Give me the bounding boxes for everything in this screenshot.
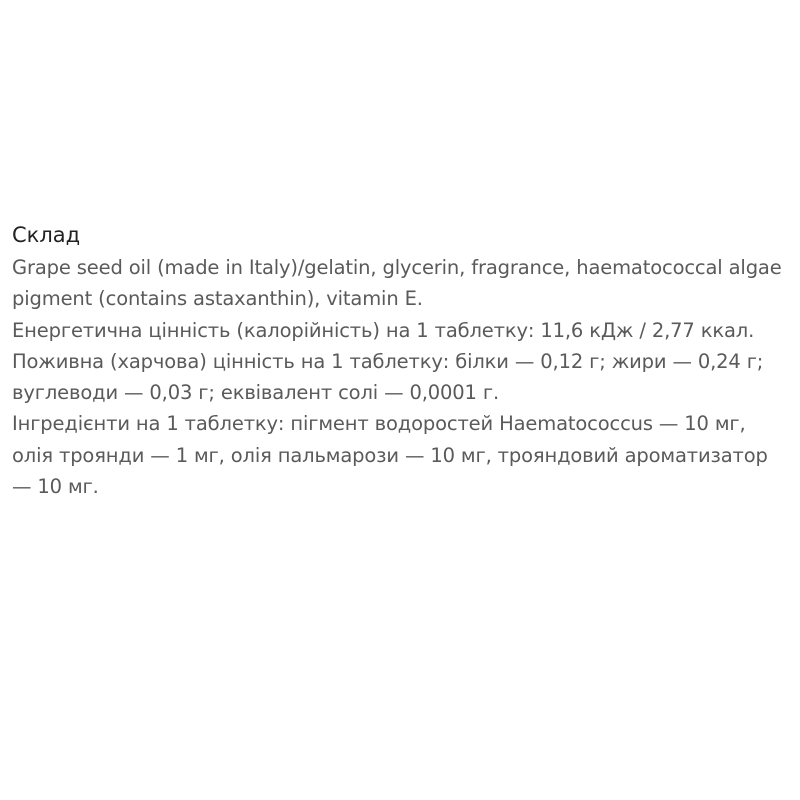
composition-body bbox=[12, 252, 788, 502]
ingredients-english: Grape seed oil (made in Italy)/gelatin, glycerin, fragrance, haematococcal algae pigment (contains astaxanthin), vitamin E. bbox=[12, 256, 782, 311]
composition-heading: Склад bbox=[12, 223, 81, 247]
ingredients-per-tablet: Інгредієнти на 1 таблетку: пігмент водоростей Haematococcus — 10 мг, олія троянди — 1 мг, олія пальмарози — 10 мг, трояндовий ароматизатор — 10 мг. bbox=[12, 412, 768, 499]
energy-value: Енергетична цінність (калорійність) на 1 таблетку: 11,6 кДж / 2,77 ккал. bbox=[12, 318, 755, 342]
nutritional-value: Поживна (харчова) цінність на 1 таблетку: білки — 0,12 г; жири — 0,24 г; вуглеводи — 0,03 г; еквівалент солі — 0,0001 г. bbox=[12, 349, 764, 405]
